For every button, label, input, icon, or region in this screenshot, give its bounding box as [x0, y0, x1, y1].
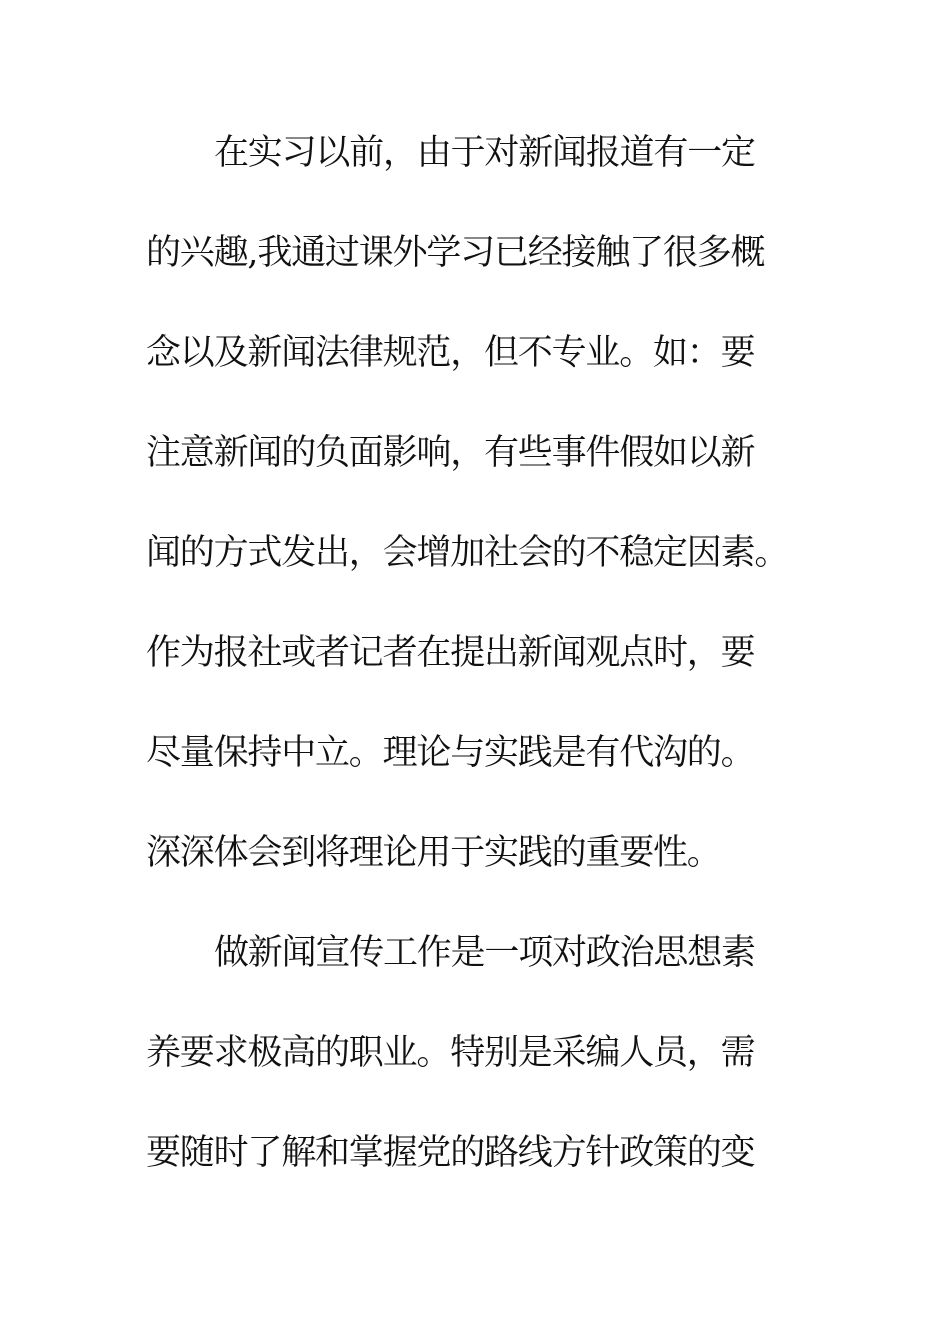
paragraph-1-line-6: 作为报社或者记者在提出新闻观点时，要 [146, 633, 755, 673]
paragraph-2-line-3: 要随时了解和掌握党的路线方针政策的变 [146, 1133, 755, 1173]
paragraph-1-line-2: 的兴趣,我通过课外学习已经接触了很多概 [146, 233, 765, 273]
paragraph-1-line-1: 在实习以前，由于对新闻报道有一定 [214, 133, 755, 173]
paragraph-1-line-3: 念以及新闻法律规范，但不专业。如：要 [146, 333, 755, 373]
paragraph-1-line-8: 深深体会到将理论用于实践的重要性。 [146, 833, 721, 873]
paragraph-1-line-4: 注意新闻的负面影响，有些事件假如以新 [146, 433, 755, 473]
paragraph-1-line-5: 闻的方式发出，会增加社会的不稳定因素。 [146, 533, 789, 573]
paragraph-1-line-7: 尽量保持中立。理论与实践是有代沟的。 [146, 733, 755, 773]
paragraph-2-line-1: 做新闻宣传工作是一项对政治思想素 [214, 933, 755, 973]
paragraph-2-line-2: 养要求极高的职业。特别是采编人员，需 [146, 1033, 755, 1073]
